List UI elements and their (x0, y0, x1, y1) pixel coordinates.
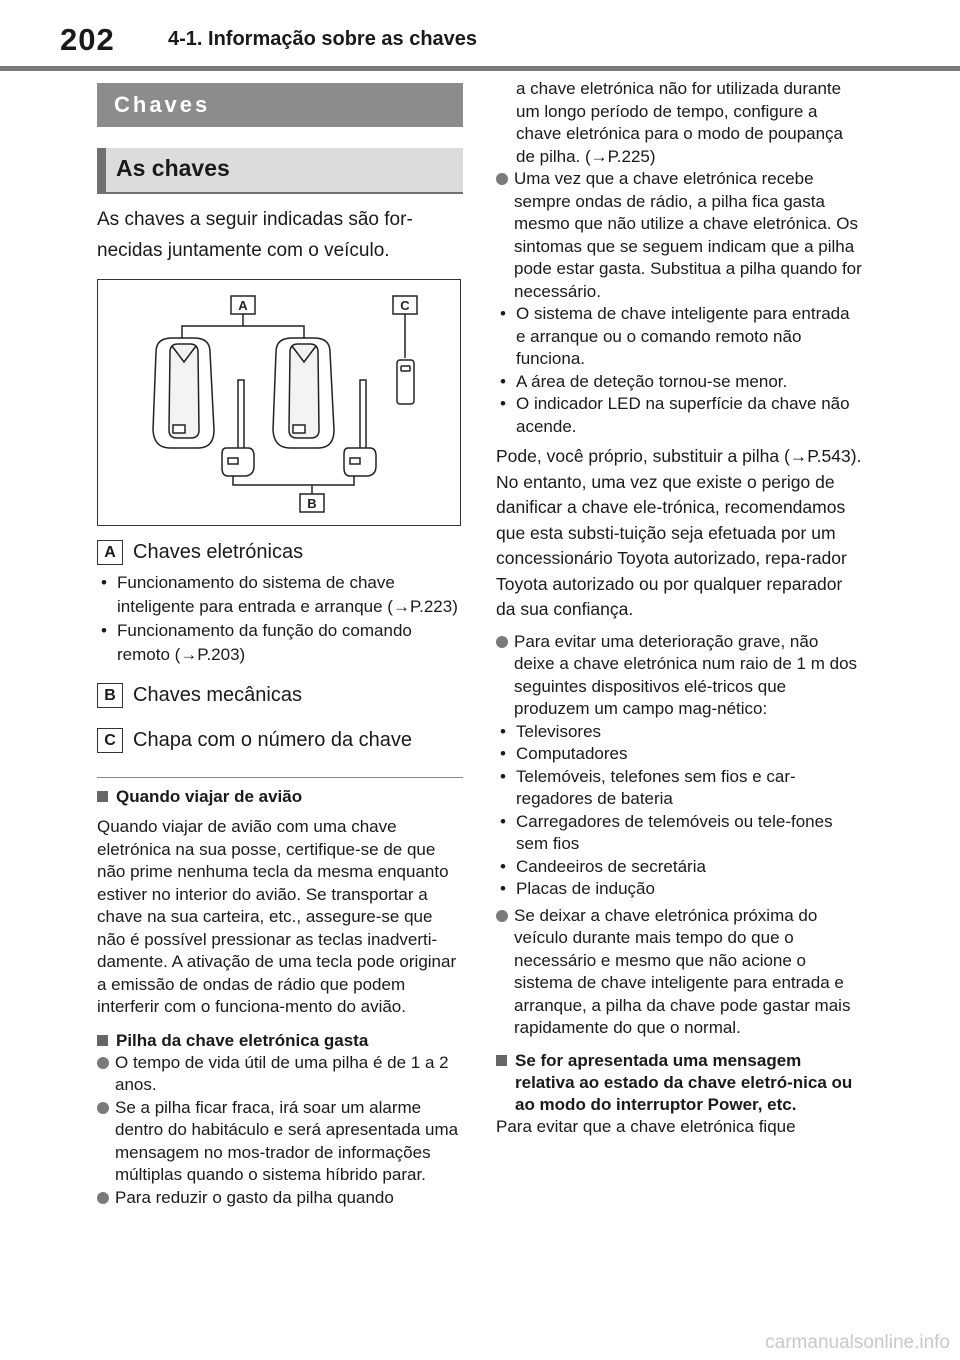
item-a-text: Chaves eletrónicas (133, 541, 304, 563)
circle-bullet-icon (496, 636, 508, 648)
figure-label-a (231, 296, 255, 314)
list-item: • O sistema de chave inteligente para entrada e arranque ou o comando remoto não funciona. (496, 303, 862, 371)
circle-bullet-icon (97, 1102, 109, 1114)
item-b (97, 683, 463, 708)
section-title: 4-1. Informação sobre as chaves (168, 28, 478, 50)
watermark: carmanualsonline.info (765, 1332, 950, 1353)
message-heading: Se for apresentada uma mensagem relativa ao estado da chave eletró-nica ou ao modo do interruptor Power, etc. (496, 1050, 862, 1116)
list-item: • Placas de indução (496, 878, 862, 901)
svg-text:A: A (238, 298, 248, 313)
list-item: • A área de deteção tornou-se menor. (496, 371, 862, 394)
square-bullet-icon (97, 791, 108, 802)
item-b-text: Chaves mecânicas (133, 684, 302, 706)
list-item: O tempo de vida útil de uma pilha é de 1 a 2 anos. (97, 1052, 463, 1097)
symptom-list (496, 303, 862, 438)
keys-figure (97, 279, 461, 526)
list-item: • Candeeiros de secretária (496, 856, 862, 879)
replace-paragraph: Pode, você próprio, substituir a pilha (→P.543). No entanto, uma vez que existe o perigo de danificar a chave ele-trónica, recomendamos que esta substi-tuição seja efetuada por um concessionário Toyota autorizado, repa-rador Toyota autorizado ou por qualquer reparador da sua confiança. (496, 446, 862, 619)
flight-body: Quando viajar de avião com uma chave eletrónica na sua posse, certifique-se de que não prime nenhuma tecla da mesma enquanto estiver no interior do avião. Se transportar a chave na sua carteira, etc., assegure-se que não é possível pressionar as teclas inadverti-damente. A ativação de uma tecla pode originar a emissão de ondas de rádio que podem interferir com o funciona-mento do avião. (97, 817, 457, 1016)
header-rule (0, 66, 960, 71)
square-bullet-icon (97, 1035, 108, 1046)
list-item: • Carregadores de telemóveis ou tele-fones sem fios (496, 811, 862, 856)
list-item: Para reduzir o gasto da pilha quando (97, 1187, 463, 1210)
circle-bullet-icon (496, 910, 508, 922)
device-list (496, 721, 862, 901)
circle-bullet-icon (496, 173, 508, 185)
keys-illustration (98, 280, 460, 525)
item-c-text: Chapa com o número da chave (133, 729, 413, 751)
chapter-banner: Chaves (97, 83, 463, 127)
list-item: Se deixar a chave eletrónica próxima do veículo durante mais tempo do que o necessário e mesmo que não acione o sistema de chave inteligente para entrada e arranque, a pilha da chave pode gastar mais rapidamente do que o normal. (496, 905, 862, 1040)
item-c (97, 728, 463, 753)
list-item: • O indicador LED na superfície da chave não acende. (496, 393, 862, 438)
flight-heading: Quando viajar de avião (97, 786, 463, 808)
section-divider (97, 777, 463, 778)
list-item: • Televisores (496, 721, 862, 744)
intro-text: As chaves a seguir indicadas são for-necidas juntamente com o veículo. (97, 209, 413, 261)
figure-label-c (393, 296, 417, 314)
letter-box-b: B (97, 683, 123, 708)
message-body: Para evitar que a chave eletrónica fique (496, 1116, 796, 1136)
item-a (97, 540, 463, 565)
square-bullet-icon (496, 1055, 507, 1066)
circle-bullet-icon (97, 1192, 109, 1204)
list-item: • Funcionamento do sistema de chave inteligente para entrada e arranque (→P.223) (97, 571, 463, 619)
figure-label-b (300, 494, 324, 512)
continued-text: a chave eletrónica não for utilizada durante um longo período de tempo, configure a chave eletrónica para o modo de poupança de pilha. (→P.225) (516, 79, 844, 166)
letter-box-a: A (97, 540, 123, 565)
svg-text:C: C (400, 298, 410, 313)
circle-bullet-icon (97, 1057, 109, 1069)
right-column (496, 78, 862, 1138)
list-item: • Computadores (496, 743, 862, 766)
left-column (97, 83, 463, 1209)
list-item: • Telemóveis, telefones sem fios e car-regadores de bateria (496, 766, 862, 811)
list-item: • Funcionamento da função do comando remoto (→P.203) (97, 619, 463, 667)
item-a-bullets (97, 571, 463, 667)
list-item: Se a pilha ficar fraca, irá soar um alarme dentro do habitáculo e será apresentada uma mensagem no mos-trador de informações múltiplas quando o sistema híbrido parar. (97, 1097, 463, 1187)
section-subhead: As chaves (97, 148, 463, 194)
svg-text:B: B (307, 496, 317, 511)
battery-heading: Pilha da chave eletrónica gasta (97, 1030, 463, 1052)
list-item: Uma vez que a chave eletrónica recebe sempre ondas de rádio, a pilha fica gasta mesmo que não utilize a chave eletrónica. Os sintomas que se seguem indicam que a pilha pode estar gasta. Substitua a pilha quando for necessário. (496, 168, 862, 303)
letter-box-c: C (97, 728, 123, 753)
list-item: Para evitar uma deterioração grave, não deixe a chave eletrónica num raio de 1 m dos seguintes dispositivos elé-tricos que produzem um campo mag-nético: (496, 631, 862, 721)
page-number: 202 (60, 22, 115, 57)
